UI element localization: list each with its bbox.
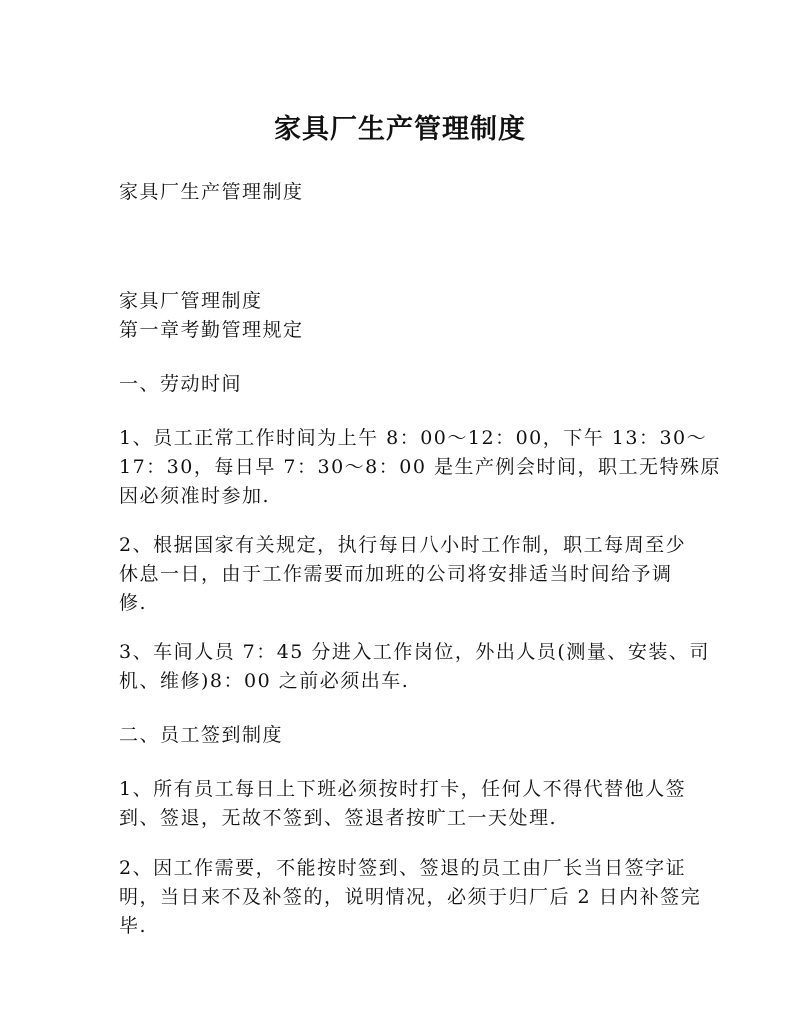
document-subtitle-block <box>119 178 709 207</box>
paragraph-clock-in <box>119 775 709 833</box>
paragraph-late-sign-in <box>119 854 709 941</box>
paragraph-line: 机、维修)8：00 之前必须出车. <box>119 670 410 692</box>
heading-furniture-management: 家具厂管理制度 <box>119 290 263 312</box>
paragraph-line: 明，当日来不及补签的，说明情况，必须于归厂后 2 日内补签完 <box>119 886 702 908</box>
paragraph-line: 17：30，每日早 7：30～8：00 是生产例会时间，职工无特殊原 <box>119 456 721 478</box>
paragraph-line: 因必须准时参加. <box>119 485 271 507</box>
paragraph-work-hours <box>119 424 721 511</box>
paragraph-line: 3、车间人员 7：45 分进入工作岗位，外出人员(测量、安装、司 <box>119 641 710 663</box>
chapter-heading-attendance: 第一章考勤管理规定 <box>119 319 304 341</box>
section-heading-labor-time-block <box>119 370 709 399</box>
paragraph-line: 1、所有员工每日上下班必须按时打卡，任何人不得代替他人签 <box>119 778 687 800</box>
paragraph-workshop-staff <box>119 638 709 696</box>
paragraph-line: 2、因工作需要，不能按时签到、签退的员工由厂长当日签字证 <box>119 857 687 879</box>
paragraph-line: 毕. <box>119 915 148 937</box>
document-subtitle: 家具厂生产管理制度 <box>119 181 304 203</box>
paragraph-line: 1、员工正常工作时间为上午 8：00～12：00，下午 13：30～ <box>119 427 708 449</box>
paragraph-line: 修. <box>119 592 148 614</box>
section-heading-sign-in-block <box>119 721 709 750</box>
document-title: 家具厂生产管理制度 <box>274 114 526 145</box>
section-heading-labor-time: 一、劳动时间 <box>119 373 243 395</box>
heading-block <box>119 287 709 345</box>
paragraph-line: 休息一日，由于工作需要而加班的公司将安排适当时间给予调 <box>119 563 673 585</box>
section-heading-sign-in: 二、员工签到制度 <box>119 724 284 746</box>
paragraph-eight-hour-system <box>119 531 709 618</box>
paragraph-line: 到、签退，无故不签到、签退者按旷工一天处理. <box>119 807 558 829</box>
paragraph-line: 2、根据国家有关规定，执行每日八小时工作制，职工每周至少 <box>119 534 687 556</box>
